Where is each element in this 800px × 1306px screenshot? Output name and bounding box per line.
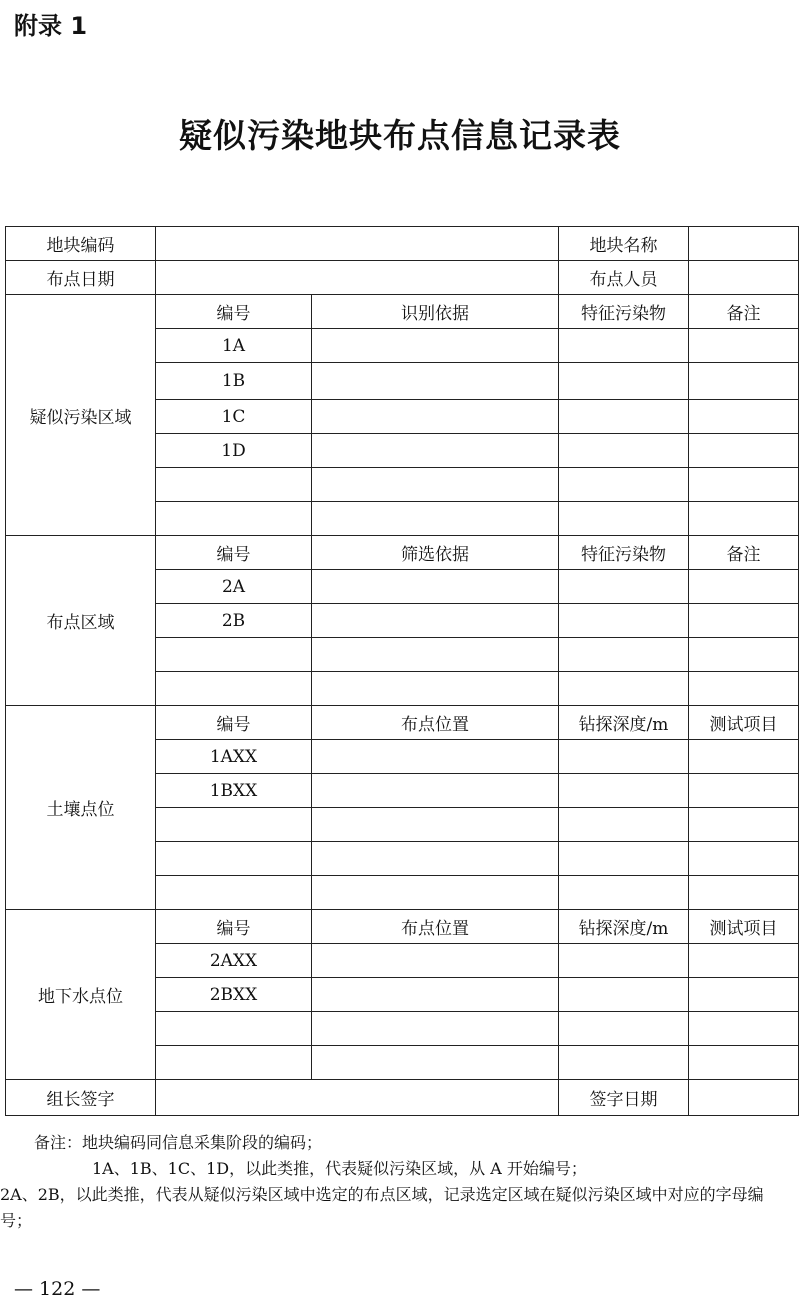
section-header-row [6, 706, 799, 740]
id-cell[interactable]: 2BXX [156, 978, 312, 1012]
notes [0, 1130, 794, 1234]
section-label: 疑似污染区域 [6, 295, 156, 536]
site-code-field[interactable] [156, 227, 559, 261]
pollutant-cell[interactable] [559, 329, 689, 363]
id-cell[interactable] [156, 876, 312, 910]
id-cell[interactable] [156, 502, 312, 536]
section-label: 土壤点位 [6, 706, 156, 910]
section-header-row [6, 910, 799, 944]
col-header-basis: 布点位置 [312, 706, 559, 740]
section-header-row [6, 295, 799, 329]
col-header-remark: 备注 [689, 295, 799, 329]
pollutant-cell[interactable] [559, 672, 689, 706]
basis-cell[interactable] [312, 774, 559, 808]
id-cell[interactable] [156, 842, 312, 876]
remark-cell[interactable] [689, 774, 799, 808]
remark-cell[interactable] [689, 604, 799, 638]
section-header-row [6, 536, 799, 570]
pollutant-cell[interactable] [559, 434, 689, 468]
site-name-label: 地块名称 [559, 227, 689, 261]
id-cell[interactable]: 1B [156, 363, 312, 400]
id-cell[interactable] [156, 468, 312, 502]
survey-staff-field[interactable] [689, 261, 799, 295]
survey-staff-label: 布点人员 [559, 261, 689, 295]
col-header-id: 编号 [156, 295, 312, 329]
id-cell[interactable]: 2B [156, 604, 312, 638]
col-header-id: 编号 [156, 536, 312, 570]
leader-sign-label: 组长签字 [6, 1080, 156, 1116]
col-header-basis: 布点位置 [312, 910, 559, 944]
remark-cell[interactable] [689, 808, 799, 842]
pollutant-cell[interactable] [559, 400, 689, 434]
pollutant-cell[interactable] [559, 570, 689, 604]
id-cell[interactable]: 1A [156, 329, 312, 363]
remark-cell[interactable] [689, 638, 799, 672]
remark-cell[interactable] [689, 570, 799, 604]
id-cell[interactable]: 1AXX [156, 740, 312, 774]
col-header-pollutant: 钻探深度/m [559, 910, 689, 944]
basis-cell[interactable] [312, 604, 559, 638]
pollutant-cell[interactable] [559, 842, 689, 876]
basis-cell[interactable] [312, 400, 559, 434]
basis-cell[interactable] [312, 363, 559, 400]
sections-body [6, 295, 799, 1080]
basis-cell[interactable] [312, 740, 559, 774]
pollutant-cell[interactable] [559, 944, 689, 978]
remark-cell[interactable] [689, 876, 799, 910]
basis-cell[interactable] [312, 876, 559, 910]
pollutant-cell[interactable] [559, 808, 689, 842]
note-line: 备注：地块编码同信息采集阶段的编码； [34, 1133, 323, 1152]
id-cell[interactable] [156, 808, 312, 842]
col-header-remark: 备注 [689, 536, 799, 570]
col-header-basis: 筛选依据 [312, 536, 559, 570]
basis-cell[interactable] [312, 808, 559, 842]
section-label: 布点区域 [6, 536, 156, 706]
col-header-pollutant: 特征污染物 [559, 295, 689, 329]
col-header-remark: 测试项目 [689, 910, 799, 944]
site-name-field[interactable] [689, 227, 799, 261]
remark-cell[interactable] [689, 502, 799, 536]
id-cell[interactable] [156, 672, 312, 706]
sign-date-field[interactable] [689, 1080, 799, 1116]
col-header-basis: 识别依据 [312, 295, 559, 329]
col-header-remark: 测试项目 [689, 706, 799, 740]
pollutant-cell[interactable] [559, 876, 689, 910]
remark-cell[interactable] [689, 400, 799, 434]
col-header-pollutant: 特征污染物 [559, 536, 689, 570]
sign-date-label: 签字日期 [559, 1080, 689, 1116]
basis-cell[interactable] [312, 672, 559, 706]
remark-cell[interactable] [689, 468, 799, 502]
remark-cell[interactable] [689, 978, 799, 1012]
basis-cell[interactable] [312, 434, 559, 468]
id-cell[interactable] [156, 638, 312, 672]
basis-cell[interactable] [312, 502, 559, 536]
basis-cell[interactable] [312, 570, 559, 604]
note-line: 2A、2B，以此类推，代表从疑似污染区域中选定的布点区域，记录选定区域在疑似污染区域中对应的字母编号； [0, 1185, 764, 1230]
basis-cell[interactable] [312, 638, 559, 672]
remark-cell[interactable] [689, 842, 799, 876]
pollutant-cell[interactable] [559, 604, 689, 638]
basis-cell[interactable] [312, 842, 559, 876]
pollutant-cell[interactable] [559, 978, 689, 1012]
pollutant-cell[interactable] [559, 502, 689, 536]
id-cell[interactable]: 1BXX [156, 774, 312, 808]
leader-sign-field[interactable] [156, 1080, 559, 1116]
id-cell[interactable] [156, 1046, 312, 1080]
pollutant-cell[interactable] [559, 1012, 689, 1046]
basis-cell[interactable] [312, 978, 559, 1012]
remark-cell[interactable] [689, 434, 799, 468]
pollutant-cell[interactable] [559, 774, 689, 808]
remark-cell[interactable] [689, 329, 799, 363]
id-cell[interactable]: 1D [156, 434, 312, 468]
remark-cell[interactable] [689, 1046, 799, 1080]
id-cell[interactable]: 1C [156, 400, 312, 434]
remark-cell[interactable] [689, 944, 799, 978]
basis-cell[interactable] [312, 944, 559, 978]
pollutant-cell[interactable] [559, 740, 689, 774]
survey-date-label: 布点日期 [6, 261, 156, 295]
pollutant-cell[interactable] [559, 363, 689, 400]
survey-date-field[interactable] [156, 261, 559, 295]
remark-cell[interactable] [689, 672, 799, 706]
record-form-table [5, 226, 799, 1116]
basis-cell[interactable] [312, 468, 559, 502]
remark-cell[interactable] [689, 1012, 799, 1046]
id-cell[interactable]: 2A [156, 570, 312, 604]
pollutant-cell[interactable] [559, 638, 689, 672]
note-line: 1A、1B、1C、1D，以此类推，代表疑似污染区域，从 A 开始编号； [92, 1159, 587, 1178]
pollutant-cell[interactable] [559, 1046, 689, 1080]
remark-cell[interactable] [689, 363, 799, 400]
pollutant-cell[interactable] [559, 468, 689, 502]
col-header-pollutant: 钻探深度/m [559, 706, 689, 740]
basis-cell[interactable] [312, 329, 559, 363]
basis-cell[interactable] [312, 1012, 559, 1046]
col-header-id: 编号 [156, 910, 312, 944]
remark-cell[interactable] [689, 740, 799, 774]
appendix-label: 附录 1 [14, 12, 88, 40]
section-label: 地下水点位 [6, 910, 156, 1080]
col-header-id: 编号 [156, 706, 312, 740]
id-cell[interactable] [156, 1012, 312, 1046]
page-title: 疑似污染地块布点信息记录表 [179, 116, 621, 155]
site-code-label: 地块编码 [6, 227, 156, 261]
page-number: — 122 — [14, 1278, 101, 1300]
basis-cell[interactable] [312, 1046, 559, 1080]
id-cell[interactable]: 2AXX [156, 944, 312, 978]
